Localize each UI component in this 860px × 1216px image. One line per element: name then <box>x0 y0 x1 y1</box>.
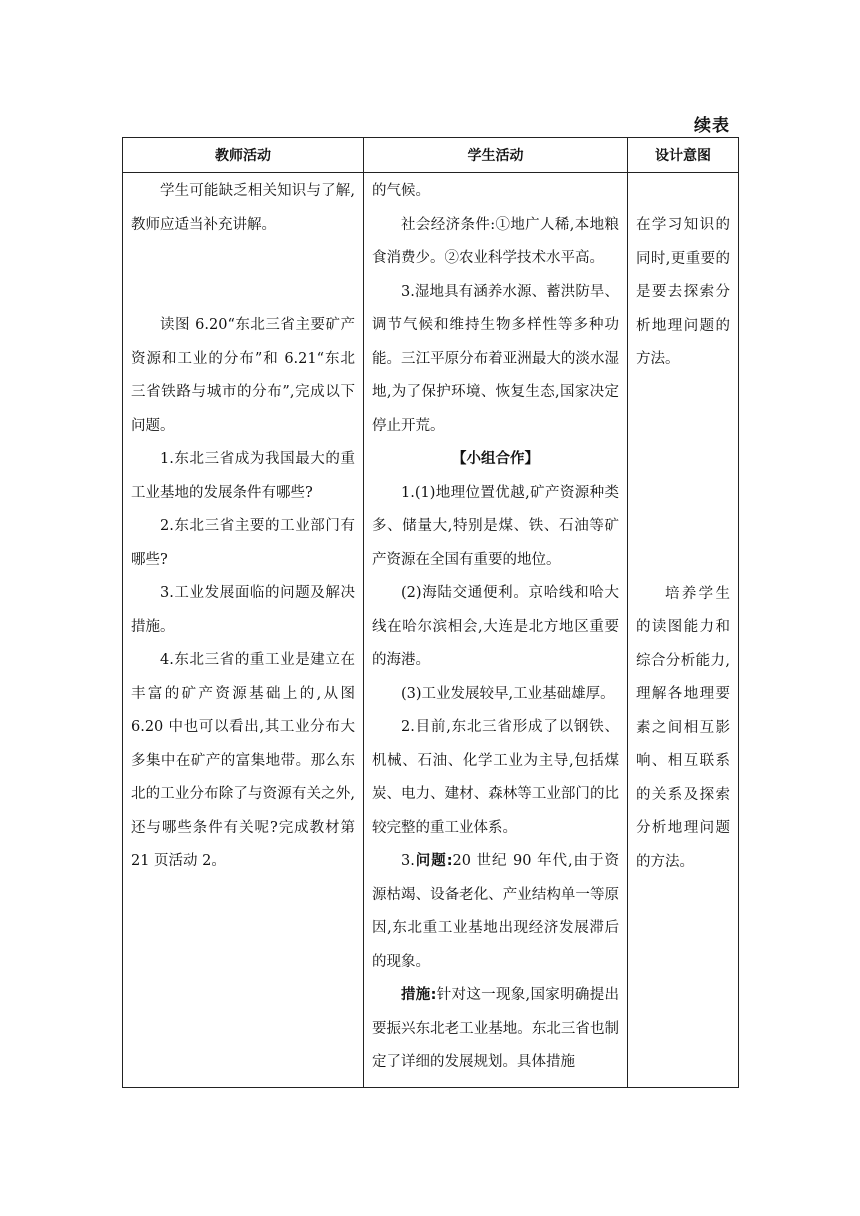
design-intent-note-1: 在学习知识的同时,更重要的是要去探索分析地理问题的方法。 <box>636 217 730 367</box>
student-climate-tail: 的气候。 <box>372 183 430 199</box>
measures-label: 措施: <box>401 987 437 1003</box>
continued-label: 续表 <box>694 116 730 136</box>
teacher-question-3: 3.工业发展面临的问题及解决措施。 <box>131 585 355 635</box>
student-answer-1-3: (3)工业发展较早,工业基础雄厚。 <box>401 685 615 702</box>
student-activity-cell <box>364 173 628 1088</box>
content-row <box>123 173 739 1088</box>
student-answer-3 <box>372 845 619 979</box>
teacher-reading-task: 读图 6.20“东北三省主要矿产资源和工业的分布”和 6.21“东北三省铁路与城市的分布”,完成以下问题。 <box>131 317 355 434</box>
teacher-activity-cell <box>123 173 364 1088</box>
problem-label: 问题: <box>414 853 453 869</box>
student-wetland: 3.湿地具有涵养水源、蓄洪防旱、调节气候和维持生物多样性等多种功能。三江平原分布着亚洲最大的淡水湿地,为了保护环境、恢复生态,国家决定停止开荒。 <box>372 283 619 434</box>
teacher-note: 学生可能缺乏相关知识与了解,教师应适当补充讲解。 <box>131 183 355 233</box>
student-answer-1-2: (2)海陆交通便利。京哈线和哈大线在哈尔滨相会,大连是北方地区重要的海港。 <box>372 585 619 668</box>
problem-text: 20 世纪 90 年代,由于资源枯竭、设备老化、产业结构单一等原因,东北重工业基地出现经济发展滞后的现象。 <box>372 853 619 970</box>
measures-text: 针对这一现象,国家明确提出要振兴东北老工业基地。东北三省也制定了详细的发展规划。具体措施 <box>372 987 619 1070</box>
student-answer-1-1: 1.(1)地理位置优越,矿产资源种类多、储量大,特别是煤、铁、石油等矿产资源在全国有重要的地位。 <box>372 484 619 568</box>
teacher-question-2: 2.东北三省主要的工业部门有哪些? <box>131 518 355 568</box>
header-design-intent: 设计意图 <box>628 138 739 173</box>
lesson-plan-table <box>122 137 739 1088</box>
header-student-activity: 学生活动 <box>364 138 628 173</box>
answer-3-prefix: 3. <box>401 853 415 869</box>
teacher-question-1: 1.东北三省成为我国最大的重工业基地的发展条件有哪些? <box>131 451 355 501</box>
design-intent-note-2: 培养学生的读图能力和综合分析能力,理解各地理要素之间相互影响、相互联系的关系及探索分析地理问题的方法。 <box>636 585 730 870</box>
student-socio-economic: 社会经济条件:①地广人稀,本地粮食消费少。②农业科学技术水平高。 <box>372 216 619 266</box>
design-intent-cell <box>628 173 739 1088</box>
header-row <box>123 138 739 173</box>
student-measures <box>372 979 619 1080</box>
teacher-question-4: 4.东北三省的重工业是建立在丰富的矿产资源基础上的,从图 6.20 中也可以看出,其工业分布大多集中在矿产的富集地带。那么东北的工业分布除了与资源有关之外,还与哪些条件有关呢?完成教材第 21 页活动 2。 <box>131 652 355 869</box>
header-teacher-activity: 教师活动 <box>123 138 364 173</box>
student-answer-2: 2.目前,东北三省形成了以钢铁、机械、石油、化学工业为主导,包括煤炭、电力、建材、森林等工业部门的比较完整的重工业体系。 <box>372 719 619 836</box>
group-work-title: 【小组合作】 <box>452 451 539 467</box>
